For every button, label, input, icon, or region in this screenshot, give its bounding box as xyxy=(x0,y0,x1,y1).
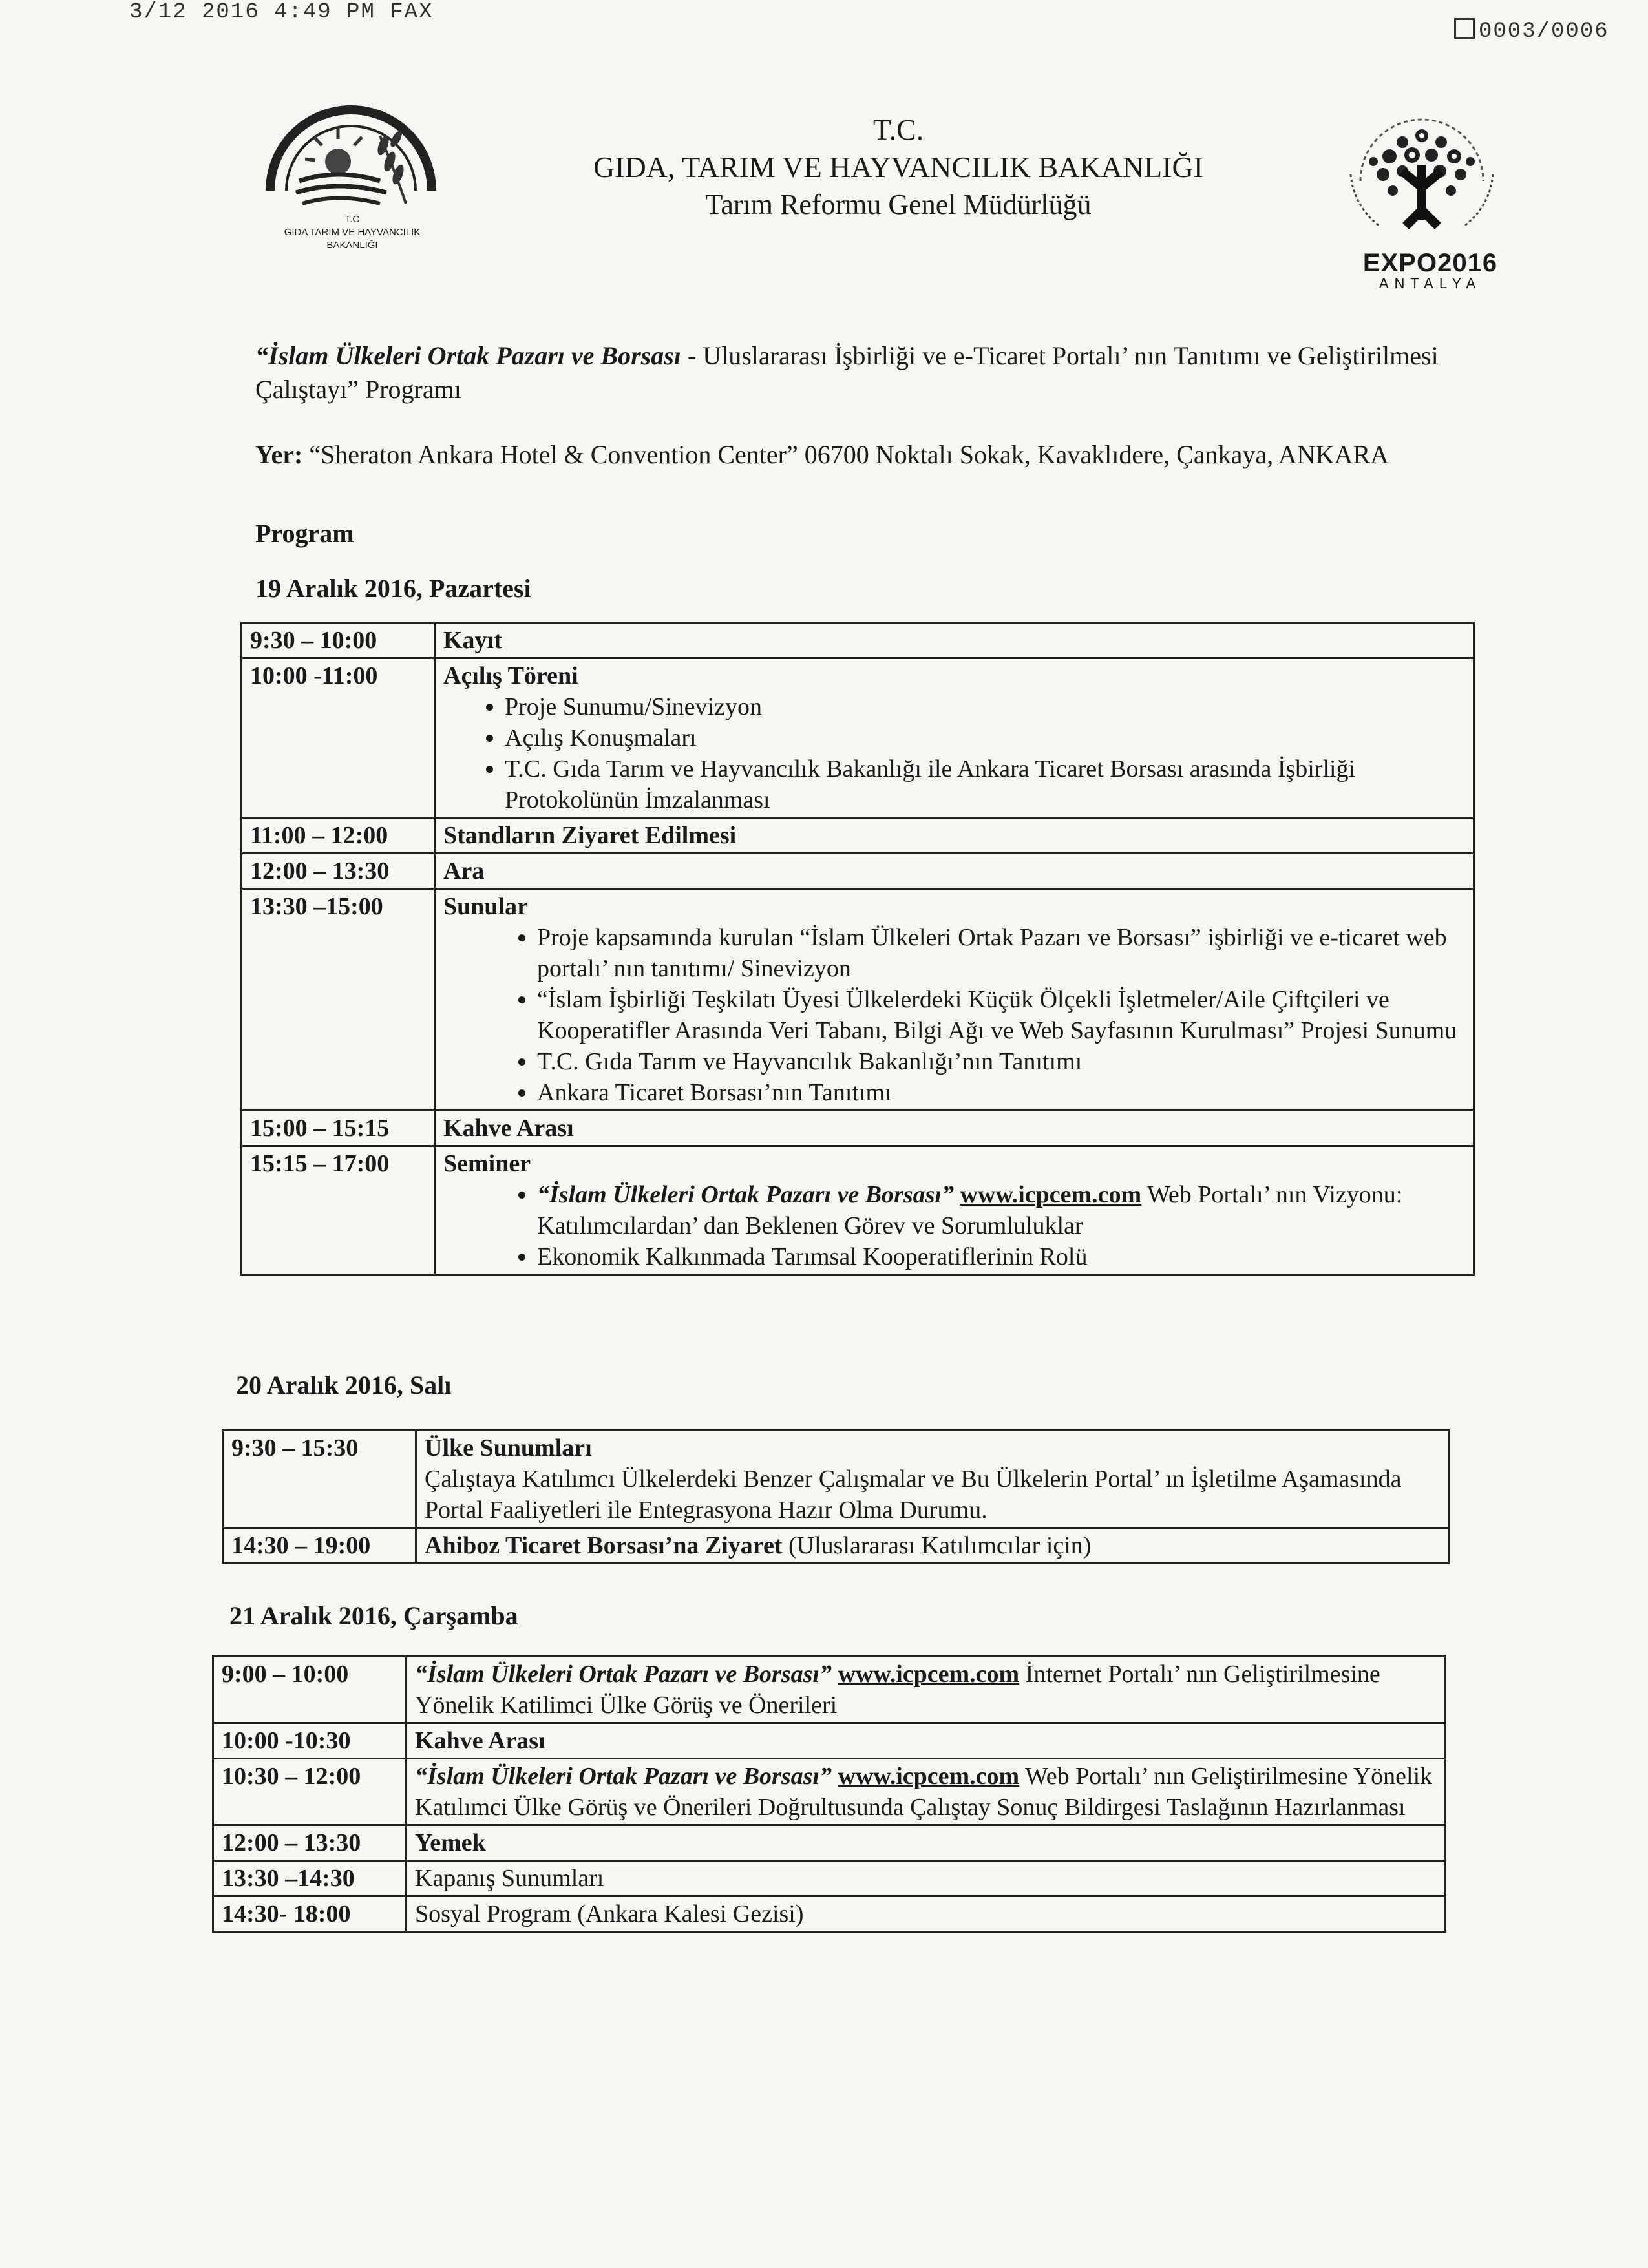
list-item: • “İslam İşbirliği Teşkilatı Üyesi Ülkelerdeki Küçük Ölçekli İşletmeler/Aile Çiftçileri ve Kooperatifler Arasında Veri Tabanı, Bilgi Ağı ve Web Sayfasının Kurulması” Projesi Sunumu xyxy=(537,984,1465,1046)
list-item: • Proje kapsamında kurulan “İslam Ülkeleri Ortak Pazarı ve Borsası” işbirliği ve e-ticaret web portalı’ nın tanıtımı/ Sinevizyon xyxy=(537,922,1465,984)
session-cell xyxy=(435,1146,1474,1275)
logo-caption-line1: T.C xyxy=(344,214,360,225)
schedule-table-day3 xyxy=(212,1655,1446,1933)
table-row xyxy=(213,1825,1446,1861)
time-cell: 9:00 – 10:00 xyxy=(213,1657,407,1723)
session-title: Ülke Sunumları xyxy=(425,1434,592,1462)
session-cell xyxy=(407,1825,1446,1861)
session-cell xyxy=(407,1896,1446,1932)
table-row xyxy=(242,623,1474,658)
session-title: Kayıt xyxy=(443,627,502,654)
program-title-italic: “İslam Ülkeleri Ortak Pazarı ve Borsası xyxy=(255,341,681,370)
time-cell: 15:15 – 17:00 xyxy=(242,1146,435,1275)
program-title xyxy=(255,339,1457,406)
seminar-italic: “İslam Ülkeleri Ortak Pazarı ve Borsası” xyxy=(537,1181,954,1208)
day-heading: 19 Aralık 2016, Pazartesi xyxy=(255,574,531,603)
ministry-logo-caption xyxy=(246,213,459,252)
venue-label: Yer: xyxy=(255,440,303,469)
table-row xyxy=(242,658,1474,818)
time-cell: 13:30 –15:00 xyxy=(242,889,435,1111)
session-title: Açılış Töreni xyxy=(443,662,578,689)
document-header xyxy=(530,111,1267,224)
expo-title: EXPO2016 xyxy=(1362,249,1498,277)
time-cell: 12:00 – 13:30 xyxy=(242,854,435,889)
session-title: Kahve Arası xyxy=(415,1727,545,1754)
expo-city: ANTALYA xyxy=(1379,275,1482,291)
session-cell xyxy=(435,1111,1474,1146)
session-bullets xyxy=(443,1179,1465,1272)
time-cell: 11:00 – 12:00 xyxy=(242,818,435,854)
schedule-table-day1 xyxy=(240,622,1475,1276)
header-directorate: Tarım Reformu Genel Müdürlüğü xyxy=(705,189,1092,220)
table-row xyxy=(213,1861,1446,1896)
table-row xyxy=(213,1759,1446,1825)
session-title: Ahiboz Ticaret Borsası’na Ziyaret xyxy=(425,1532,783,1559)
logo-caption-line3: BAKANLIĞI xyxy=(326,240,378,251)
icpcem-link[interactable]: www.icpcem.com xyxy=(838,1763,1020,1790)
session-suffix: (Uluslararası Katılımcılar için) xyxy=(782,1532,1092,1559)
table-row xyxy=(213,1896,1446,1932)
session-cell xyxy=(435,818,1474,854)
program-label: Program xyxy=(255,519,354,548)
list-item: • T.C. Gıda Tarım ve Hayvancılık Bakanlığı ile Ankara Ticaret Borsası arasında İşbirliği Protokolünün İmzalanması xyxy=(505,753,1465,815)
schedule-table-day2 xyxy=(222,1429,1450,1564)
session-bullets xyxy=(443,691,1465,815)
table-row xyxy=(223,1431,1449,1528)
seminar-rest: Web Portalı’ nın Vizyonu: Katılımcılardan’ dan Beklenen Görev ve Sorumluluklar xyxy=(537,1181,1403,1239)
time-cell: 14:30- 18:00 xyxy=(213,1896,407,1932)
day-heading: 21 Aralık 2016, Çarşamba xyxy=(229,1601,518,1630)
session-cell xyxy=(407,1861,1446,1896)
session-rest: Web Portalı’ nın Geliştirilmesine Yönelik Katılımci Ülke Görüş ve Önerileri Doğrultusunda Çalıştay Sonuç Bildirgesi Taslağının Hazırlanması xyxy=(415,1763,1433,1821)
time-cell: 13:30 –14:30 xyxy=(213,1861,407,1896)
time-cell: 10:00 -11:00 xyxy=(242,658,435,818)
table-row xyxy=(242,889,1474,1111)
list-item: • Ankara Ticaret Borsası’nın Tanıtımı xyxy=(537,1077,1465,1108)
session-italic: “İslam Ülkeleri Ortak Pazarı ve Borsası” xyxy=(415,1661,832,1688)
session-cell xyxy=(416,1528,1449,1564)
venue-text: “Sheraton Ankara Hotel & Convention Center” 06700 Noktalı Sokak, Kavaklıdere, Çankaya, ANKARA xyxy=(302,440,1389,469)
table-row xyxy=(242,1111,1474,1146)
session-bullets xyxy=(443,922,1465,1108)
session-cell xyxy=(407,1723,1446,1759)
session-cell xyxy=(407,1759,1446,1825)
session-title: Seminer xyxy=(443,1150,531,1177)
expo-caption xyxy=(1349,249,1511,292)
program-title-rest: - Uluslararası İşbirliği ve e-Ticaret Portalı’ nın Tanıtımı ve Geliştirilmesi Çalıştayı” Programı xyxy=(255,341,1439,404)
session-cell xyxy=(435,658,1474,818)
session-title: Standların Ziyaret Edilmesi xyxy=(443,822,737,849)
list-item: • Proje Sunumu/Sinevizyon xyxy=(505,691,1465,722)
list-item: • Açılış Konuşmaları xyxy=(505,722,1465,753)
session-title: Sosyal Program (Ankara Kalesi Gezisi) xyxy=(415,1900,804,1927)
time-cell: 10:30 – 12:00 xyxy=(213,1759,407,1825)
logo-caption-line2: GIDA TARIM VE HAYVANCILIK xyxy=(284,227,421,238)
icpcem-link[interactable]: www.icpcem.com xyxy=(960,1181,1142,1208)
time-cell: 12:00 – 13:30 xyxy=(213,1825,407,1861)
time-cell: 15:00 – 15:15 xyxy=(242,1111,435,1146)
time-cell: 9:30 – 10:00 xyxy=(242,623,435,658)
header-ministry: GIDA, TARIM VE HAYVANCILIK BAKANLIĞI xyxy=(593,151,1203,184)
session-detail: Çalıştaya Katılımcı Ülkelerdeki Benzer Çalışmalar ve Bu Ülkelerin Portal’ ın İşletilme Aşamasında Portal Faaliyetleri ile Entegrasyona Hazır Olma Durumu. xyxy=(425,1465,1402,1524)
table-row xyxy=(213,1723,1446,1759)
list-item: • Ekonomik Kalkınmada Tarımsal Kooperatiflerinin Rolü xyxy=(537,1241,1465,1272)
fax-page-number xyxy=(1454,18,1609,44)
header-tc: T.C. xyxy=(872,113,924,146)
fax-page-icon xyxy=(1454,18,1475,39)
table-row xyxy=(242,854,1474,889)
list-item xyxy=(537,1179,1465,1241)
icpcem-link[interactable]: www.icpcem.com xyxy=(838,1661,1020,1688)
table-row xyxy=(242,818,1474,854)
session-title: Yemek xyxy=(415,1829,486,1856)
session-cell xyxy=(435,854,1474,889)
session-italic: “İslam Ülkeleri Ortak Pazarı ve Borsası” xyxy=(415,1763,832,1790)
session-cell xyxy=(435,889,1474,1111)
table-row xyxy=(242,1146,1474,1275)
fax-timestamp: 3/12 2016 4:49 PM FAX xyxy=(129,0,434,25)
venue xyxy=(255,438,1457,472)
session-title: Kapanış Sunumları xyxy=(415,1865,604,1892)
day-heading: 20 Aralık 2016, Salı xyxy=(236,1370,452,1400)
session-title: Sunular xyxy=(443,893,528,920)
list-item: • T.C. Gıda Tarım ve Hayvancılık Bakanlığı’nın Tanıtımı xyxy=(537,1046,1465,1077)
session-title: Ara xyxy=(443,857,485,885)
table-row xyxy=(223,1528,1449,1564)
time-cell: 10:00 -10:30 xyxy=(213,1723,407,1759)
session-cell xyxy=(416,1431,1449,1528)
session-rest: İnternet Portalı’ nın Geliştirilmesine Yönelik Katilimci Ülke Görüş ve Önerileri xyxy=(415,1661,1380,1719)
table-row xyxy=(213,1657,1446,1723)
fax-page-text: 0003/0006 xyxy=(1479,19,1609,44)
time-cell: 14:30 – 19:00 xyxy=(223,1528,416,1564)
session-cell xyxy=(407,1657,1446,1723)
session-cell xyxy=(435,623,1474,658)
session-title: Kahve Arası xyxy=(443,1115,574,1142)
time-cell: 9:30 – 15:30 xyxy=(223,1431,416,1528)
